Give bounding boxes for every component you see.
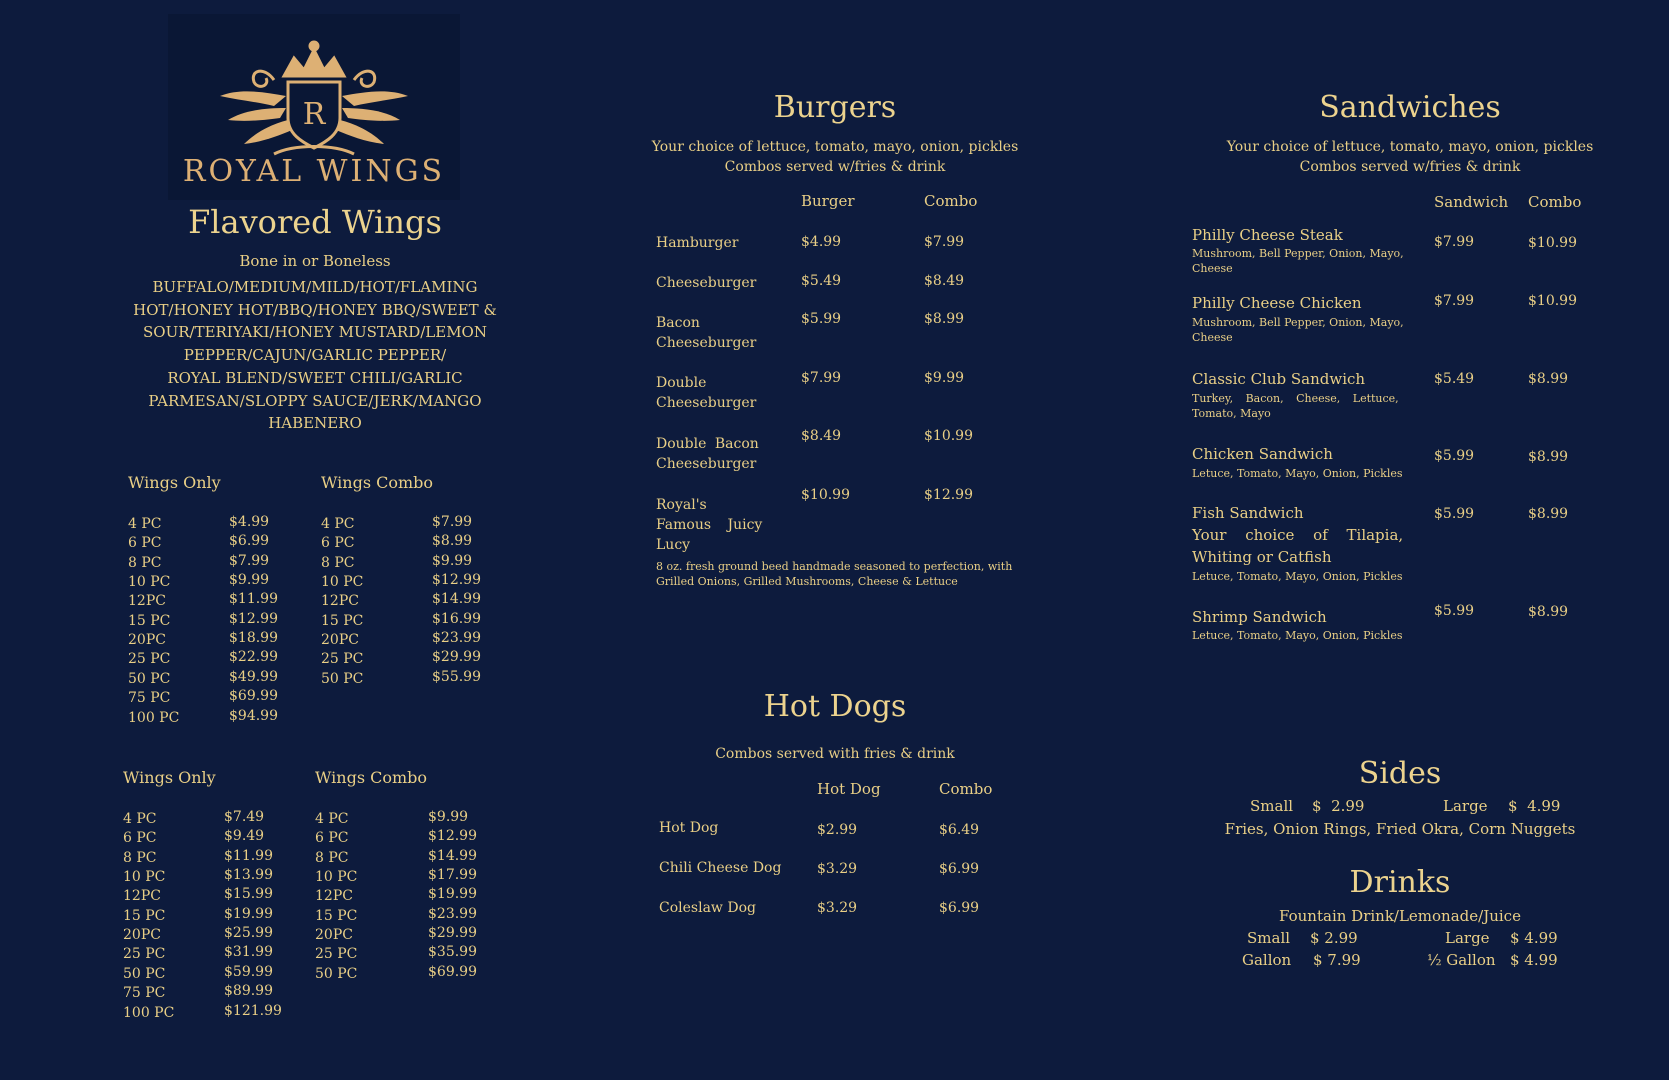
drinks-half-gallon-price: $ 4.99 — [1510, 951, 1558, 969]
wings-only-count: 15 PC — [128, 612, 171, 629]
burger-combo-price: $12.99 — [924, 487, 973, 503]
wings-combo-count: 15 PC — [321, 612, 364, 629]
wings-only-count: 75 PC — [123, 985, 166, 1002]
burger-price: $4.99 — [801, 234, 842, 250]
sandwich-name: Chicken Sandwich — [1192, 445, 1333, 463]
wings-only-count: 10 PC — [123, 869, 166, 886]
hotdogs-title: Hot Dogs — [763, 689, 907, 724]
burger-price: $5.99 — [801, 311, 842, 327]
wings-combo-count: 50 PC — [321, 670, 364, 687]
wings-only-count: 8 PC — [128, 554, 162, 571]
drinks-large-price: $ 4.99 — [1510, 929, 1558, 947]
burger-combo-price: $10.99 — [924, 428, 973, 444]
sandwich-price: $5.99 — [1434, 603, 1475, 619]
hotdogs-col-combo: Combo — [939, 780, 993, 798]
crest-icon — [214, 36, 414, 162]
burger-name-line: Royal's — [656, 497, 707, 513]
burger-name-line: Famous Juicy — [656, 517, 763, 533]
wings-combo-price: $9.99 — [432, 552, 473, 569]
drinks-small-label: Small — [1247, 929, 1291, 947]
wings-combo-price: $9.99 — [428, 809, 469, 825]
wings-only-price: $13.99 — [224, 867, 273, 884]
drinks-small-price: $ 2.99 — [1310, 929, 1358, 947]
wings-combo-price: $7.99 — [432, 514, 473, 530]
wings-only-price: $121.99 — [224, 1002, 282, 1019]
wings-only-price: $25.99 — [224, 925, 273, 942]
burger-price: $5.49 — [801, 273, 842, 289]
burger-price: $7.99 — [801, 370, 842, 386]
wings-combo-price: $29.99 — [428, 925, 477, 942]
wings-only-price: $94.99 — [229, 707, 278, 724]
wings-only-price: $19.99 — [224, 905, 273, 922]
wings-combo-price: $17.99 — [428, 867, 477, 884]
wings-combo-count: 12PC — [315, 888, 353, 905]
wings-combo-count: 25 PC — [315, 946, 358, 963]
sandwich-description: Tomato, Mayo — [1192, 407, 1271, 420]
wings-only-price: $89.99 — [224, 983, 273, 1000]
sandwich-description: Mushroom, Bell Pepper, Onion, Mayo, — [1192, 316, 1404, 329]
burger-name-line: Lucy — [656, 537, 691, 553]
burger-name: Hamburger — [656, 235, 739, 251]
sandwich-price: $5.49 — [1434, 371, 1475, 387]
sandwich-combo-price: $8.99 — [1528, 604, 1569, 620]
wings-combo-price: $35.99 — [428, 944, 477, 961]
sandwiches-title: Sandwiches — [1319, 90, 1501, 125]
wings-only-price: $49.99 — [229, 668, 278, 685]
burger-combo-price: $8.49 — [924, 273, 965, 289]
wings-only-price: $11.99 — [229, 591, 278, 608]
wings-only-count: 20PC — [123, 927, 161, 944]
wings-only-price: $9.99 — [229, 572, 270, 589]
burger-name-line: Double Bacon — [656, 436, 759, 452]
brand-logo — [168, 14, 460, 200]
burger-price: $10.99 — [801, 487, 850, 503]
drinks-gallon-price: $ 7.99 — [1313, 951, 1361, 969]
wings-only-count: 12PC — [128, 593, 166, 610]
wings-combo-count: 6 PC — [321, 535, 355, 552]
wings-only-price: $7.49 — [224, 809, 265, 825]
wings-flavors — [125, 276, 505, 435]
hotdog-price: $3.29 — [817, 900, 858, 916]
flavor-line: PEPPER/CAJUN/GARLIC PEPPER/ — [183, 346, 447, 365]
wings-only-count: 75 PC — [128, 690, 171, 707]
wings-combo-count: 4 PC — [315, 811, 349, 827]
sandwich-subline: Whiting or Catfish — [1192, 548, 1332, 566]
wings-combo-count: 4 PC — [321, 516, 355, 532]
wings-only-header: Wings Only — [128, 473, 221, 492]
hotdog-price: $3.29 — [817, 861, 858, 877]
hotdogs-col-hotdog: Hot Dog — [817, 780, 881, 798]
wings-combo-price: $23.99 — [428, 905, 477, 922]
drinks-gallon-label: Gallon — [1242, 951, 1292, 969]
hotdog-price: $2.99 — [817, 822, 858, 838]
wings-combo-header: Wings Combo — [315, 768, 428, 787]
wings-only-count: 12PC — [123, 888, 161, 905]
wings-only-count: 8 PC — [123, 849, 157, 866]
sandwich-combo-price: $8.99 — [1528, 371, 1569, 387]
sandwich-price: $7.99 — [1434, 234, 1475, 250]
wings-only-count: 6 PC — [123, 830, 157, 847]
wings-combo-price: $12.99 — [428, 828, 477, 845]
brand-name: ROYAL WINGS — [182, 154, 446, 189]
wings-combo-price: $23.99 — [432, 630, 481, 647]
wings-only-count: 6 PC — [128, 535, 162, 552]
flavor-line: HOT/HONEY HOT/BBQ/HONEY BBQ/SWEET & — [133, 300, 497, 319]
sandwich-description: Cheese — [1192, 262, 1233, 275]
flavor-line: HABENERO — [268, 414, 362, 433]
wings-only-price: $4.99 — [229, 514, 270, 530]
sandwich-combo-price: $8.99 — [1528, 506, 1569, 522]
wings-subtitle: Bone in or Boneless — [239, 252, 391, 270]
drinks-items: Fountain Drink/Lemonade/Juice — [1279, 907, 1521, 925]
hotdog-combo-price: $6.99 — [939, 861, 980, 877]
burger-description: Grilled Onions, Grilled Mushrooms, Cheese & Lettuce — [656, 575, 958, 588]
wings-only-count: 25 PC — [123, 946, 166, 963]
burgers-title: Burgers — [773, 90, 897, 125]
wings-combo-price: $55.99 — [432, 668, 481, 685]
wings-only-count: 15 PC — [123, 907, 166, 924]
sides-title: Sides — [1358, 756, 1442, 791]
sandwich-combo-price: $8.99 — [1528, 449, 1569, 465]
sandwich-name: Shrimp Sandwich — [1192, 608, 1327, 626]
drinks-half-gallon-label: ½ Gallon — [1427, 951, 1496, 969]
wings-only-count: 4 PC — [128, 516, 162, 532]
burgers-col-combo: Combo — [924, 192, 978, 210]
burger-price: $8.49 — [801, 428, 842, 444]
wings-combo-price: $16.99 — [432, 610, 481, 627]
wings-combo-count: 8 PC — [321, 554, 355, 571]
wings-only-price: $59.99 — [224, 963, 273, 980]
wings-only-count: 10 PC — [128, 574, 171, 591]
flavor-line: SOUR/TERIYAKI/HONEY MUSTARD/LEMON — [143, 323, 487, 342]
wings-only-count: 25 PC — [128, 651, 171, 668]
sandwich-description: Letuce, Tomato, Mayo, Onion, Pickles — [1192, 467, 1403, 480]
burger-name-line: Double — [656, 375, 707, 391]
sandwich-name: Philly Cheese Steak — [1192, 226, 1343, 244]
wings-combo-count: 15 PC — [315, 907, 358, 924]
burger-combo-price: $7.99 — [924, 234, 965, 250]
burger-name-line: Cheeseburger — [656, 456, 757, 472]
hotdog-name: Coleslaw Dog — [659, 900, 756, 916]
wings-only-count: 50 PC — [128, 670, 171, 687]
wings-only-count: 100 PC — [128, 709, 180, 726]
sandwich-name: Fish Sandwich — [1192, 504, 1304, 522]
wings-combo-count: 50 PC — [315, 965, 358, 982]
sandwich-price: $5.99 — [1434, 506, 1475, 522]
wings-combo-count: 6 PC — [315, 830, 349, 847]
burger-name-line: Cheeseburger — [656, 395, 757, 411]
wings-only-price: $6.99 — [229, 533, 270, 550]
sandwich-description: Letuce, Tomato, Mayo, Onion, Pickles — [1192, 629, 1403, 642]
sides-items: Fries, Onion Rings, Fried Okra, Corn Nuggets — [1224, 820, 1576, 838]
wings-combo-price: $12.99 — [432, 572, 481, 589]
sandwich-description: Letuce, Tomato, Mayo, Onion, Pickles — [1192, 570, 1403, 583]
sides-small-label: Small — [1250, 797, 1294, 815]
wings-only-price: $22.99 — [229, 649, 278, 666]
sandwich-price: $5.99 — [1434, 448, 1475, 464]
wings-combo-count: 25 PC — [321, 651, 364, 668]
wings-combo-price: $14.99 — [428, 847, 477, 864]
sandwich-description: Cheese — [1192, 331, 1233, 344]
wings-only-price: $15.99 — [224, 886, 273, 903]
sandwich-description: Turkey, Bacon, Cheese, Lettuce, — [1192, 392, 1399, 405]
wings-only-price: $7.99 — [229, 552, 270, 569]
sandwich-description: Mushroom, Bell Pepper, Onion, Mayo, — [1192, 247, 1404, 260]
sandwich-price: $7.99 — [1434, 293, 1475, 309]
flavor-line: BUFFALO/MEDIUM/MILD/HOT/FLAMING — [152, 278, 478, 296]
wings-only-count: 4 PC — [123, 811, 157, 827]
wings-only-header: Wings Only — [123, 768, 216, 787]
logo-monogram: R — [302, 97, 326, 132]
wings-combo-count: 8 PC — [315, 849, 349, 866]
wings-only-price: $9.49 — [224, 828, 265, 845]
wings-combo-price: $69.99 — [428, 963, 477, 980]
wings-title: Flavored Wings — [188, 203, 442, 241]
sides-small-price: $ 2.99 — [1312, 797, 1365, 815]
drinks-title: Drinks — [1349, 865, 1451, 900]
wings-only-count: 20PC — [128, 632, 166, 649]
sandwiches-note-combo: Combos served w/fries & drink — [1299, 159, 1521, 175]
sandwich-name: Philly Cheese Chicken — [1192, 294, 1362, 312]
wings-combo-count: 20PC — [321, 632, 359, 649]
flavor-line: PARMESAN/SLOPPY SAUCE/JERK/MANGO — [148, 391, 482, 410]
hotdog-combo-price: $6.99 — [939, 900, 980, 916]
burger-combo-price: $9.99 — [924, 370, 965, 386]
burgers-col-burger: Burger — [801, 192, 855, 210]
sandwich-combo-price: $10.99 — [1528, 235, 1577, 251]
burgers-note-combo: Combos served w/fries & drink — [724, 159, 946, 175]
flavor-line: ROYAL BLEND/SWEET CHILI/GARLIC — [167, 368, 463, 387]
wings-only-price: $18.99 — [229, 630, 278, 647]
sandwiches-col-sandwich: Sandwich — [1434, 193, 1509, 211]
hotdog-name: Hot Dog — [659, 820, 719, 836]
sides-large-label: Large — [1443, 797, 1488, 815]
burger-name: Cheeseburger — [656, 275, 757, 291]
wings-only-price: $31.99 — [224, 944, 273, 961]
sides-large-price: $ 4.99 — [1508, 797, 1561, 815]
wings-only-price: $69.99 — [229, 688, 278, 705]
burger-name-line: Cheeseburger — [656, 335, 757, 351]
sandwich-subline: Your choice of Tilapia, — [1192, 526, 1404, 544]
wings-combo-header: Wings Combo — [321, 473, 434, 492]
burger-combo-price: $8.99 — [924, 311, 965, 327]
sandwich-combo-price: $10.99 — [1528, 293, 1577, 309]
hotdog-name: Chili Cheese Dog — [659, 860, 782, 876]
wings-combo-count: 20PC — [315, 927, 353, 944]
hotdog-combo-price: $6.49 — [939, 822, 980, 838]
wings-combo-price: $19.99 — [428, 886, 477, 903]
wings-only-price: $12.99 — [229, 610, 278, 627]
wings-only-count: 100 PC — [123, 1004, 175, 1021]
hotdogs-note: Combos served with fries & drink — [715, 746, 955, 762]
burger-description: 8 oz. fresh ground beed handmade seasoned to perfection, with — [656, 560, 1013, 573]
wings-only-count: 50 PC — [123, 965, 166, 982]
drinks-large-label: Large — [1445, 929, 1490, 947]
burgers-note-toppings: Your choice of lettuce, tomato, mayo, onion, pickles — [651, 139, 1019, 155]
wings-combo-count: 10 PC — [321, 574, 364, 591]
sandwiches-col-combo: Combo — [1528, 193, 1582, 211]
wings-only-price: $11.99 — [224, 847, 273, 864]
wings-combo-count: 10 PC — [315, 869, 358, 886]
burger-name-line: Bacon — [656, 315, 700, 331]
sandwiches-note-toppings: Your choice of lettuce, tomato, mayo, onion, pickles — [1226, 139, 1594, 155]
wings-combo-price: $29.99 — [432, 649, 481, 666]
wings-combo-price: $14.99 — [432, 591, 481, 608]
wings-combo-count: 12PC — [321, 593, 359, 610]
wings-combo-price: $8.99 — [432, 533, 473, 550]
sandwich-name: Classic Club Sandwich — [1192, 370, 1366, 388]
